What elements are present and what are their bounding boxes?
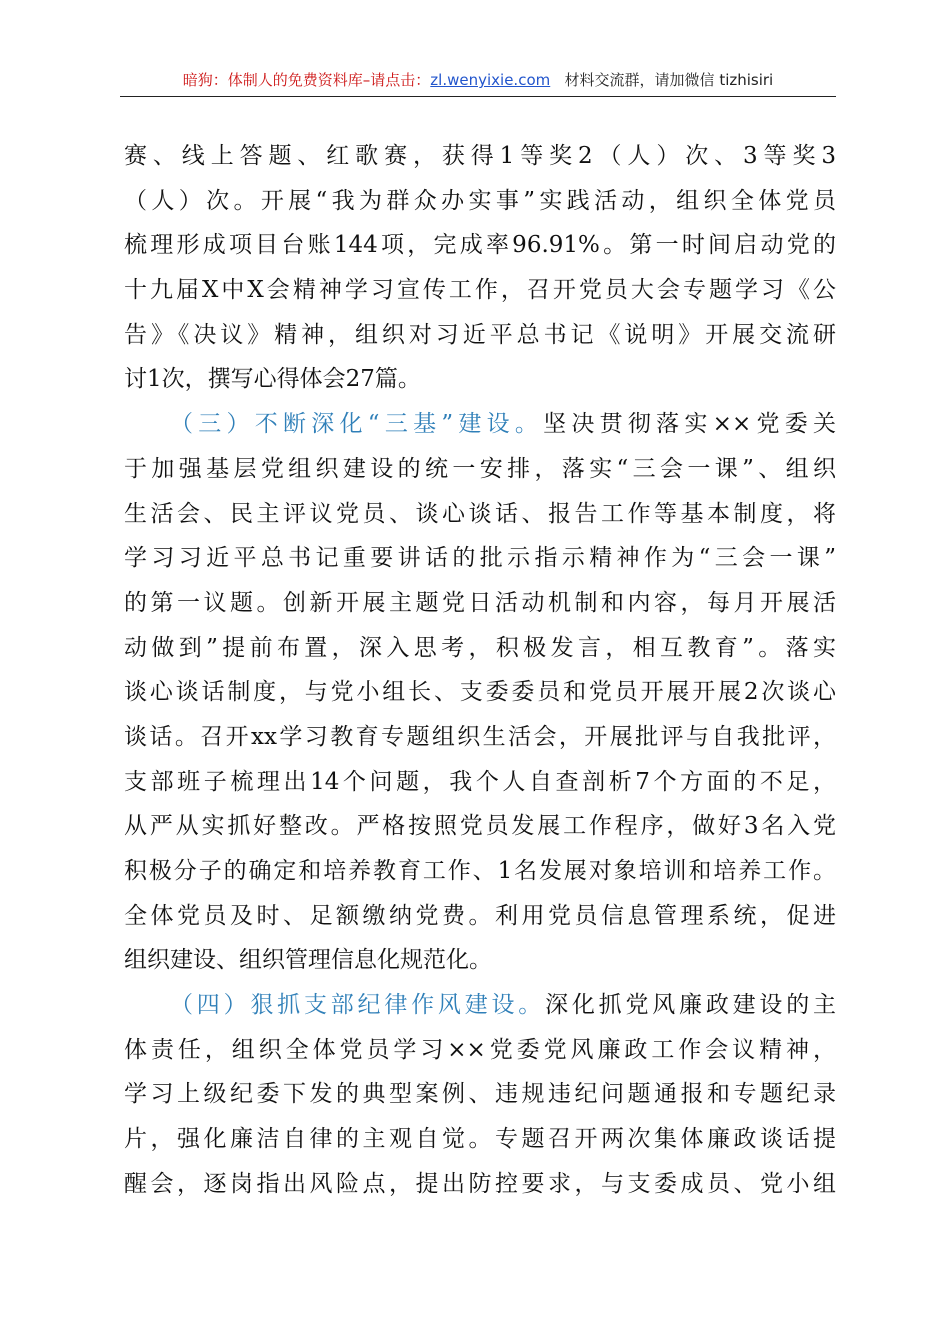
paragraph-line: 动做到”提前布置，深入思考，积极发言，相互教育”。落实 [124, 634, 836, 661]
header-contact: 材料交流群，请加微信 tizhisiri [564, 71, 774, 89]
paragraph-line: 片，强化廉洁自律的主观自觉。专题召开两次集体廉政谈话提 [124, 1126, 836, 1153]
paragraph-line: 体责任，组织全体党员学习××党委党风廉政工作会议精神， [124, 1036, 836, 1063]
paragraph-line: 全体党员及时、足额缴纳党费。利用党员信息管理系统，促进 [124, 902, 836, 929]
paragraph-line: 组织建设、组织管理信息化规范化。 [124, 947, 492, 974]
paragraph-line: 的第一议题。创新开展主题党日活动机制和内容，每月开展活 [124, 589, 836, 616]
section-heading-4: （四）狠抓支部纪律作风建设。 [170, 992, 546, 1019]
page-header [120, 66, 836, 94]
section-heading-line: （四）狠抓支部纪律作风建设。深化抓党风廉政建设的主 [170, 992, 836, 1019]
paragraph-line: 谈话。召开xx学习教育专题组织生活会，开展批评与自我批评， [124, 723, 836, 750]
paragraph-line: 告》《决议》精神，组织对习近平总书记《说明》开展交流研 [124, 321, 836, 348]
paragraph-line: 生活会、民主评议党员、谈心谈话、报告工作等基本制度，将 [124, 500, 836, 527]
paragraph-line: （人）次。开展“我为群众办实事”实践活动，组织全体党员 [124, 187, 836, 214]
paragraph-line: 于加强基层党组织建设的统一安排，落实“三会一课”、组织 [124, 455, 836, 482]
header-url-link[interactable]: zl.wenyixie.com [430, 71, 551, 89]
section-heading-3: （三）不断深化“三基”建设。 [170, 411, 544, 438]
paragraph-line: 学习习近平总书记重要讲话的批示指示精神作为“三会一课” [124, 545, 836, 572]
paragraph-line: 积极分子的确定和培养教育工作、1名发展对象培训和培养工作。 [124, 858, 836, 884]
paragraph-line: 十九届X中X会精神学习宣传工作，召开党员大会专题学习《公 [124, 277, 836, 304]
header-divider [120, 96, 836, 97]
paragraph-line: 支部班子梳理出14个问题，我个人自查剖析7个方面的不足， [124, 768, 836, 795]
paragraph-line: 赛、线上答题、红歌赛，获得1等奖2（人）次、3等奖3 [124, 143, 836, 169]
paragraph-line: 从严从实抓好整改。严格按照党员发展工作程序，做好3名入党 [124, 813, 836, 840]
header-link-prefix: –请点击： [362, 71, 431, 89]
header-brand: 暗狗：体制人的免费资料库 [182, 71, 363, 89]
section-heading-line: （三）不断深化“三基”建设。坚决贯彻落实××党委关 [170, 411, 836, 438]
paragraph-line: 讨1次，撰写心得体会27篇。 [124, 366, 421, 393]
paragraph-line: 醒会，逐岗指出风险点，提出防控要求，与支委成员、党小组 [124, 1170, 836, 1197]
paragraph-line: 梳理形成项目台账144项，完成率96.91%。第一时间启动党的 [124, 232, 836, 259]
paragraph-line: 谈心谈话制度，与党小组长、支委委员和党员开展开展2次谈心 [124, 679, 836, 706]
paragraph-line: 学习上级纪委下发的典型案例、违规违纪问题通报和专题纪录 [124, 1081, 836, 1108]
document-body [124, 134, 836, 1207]
